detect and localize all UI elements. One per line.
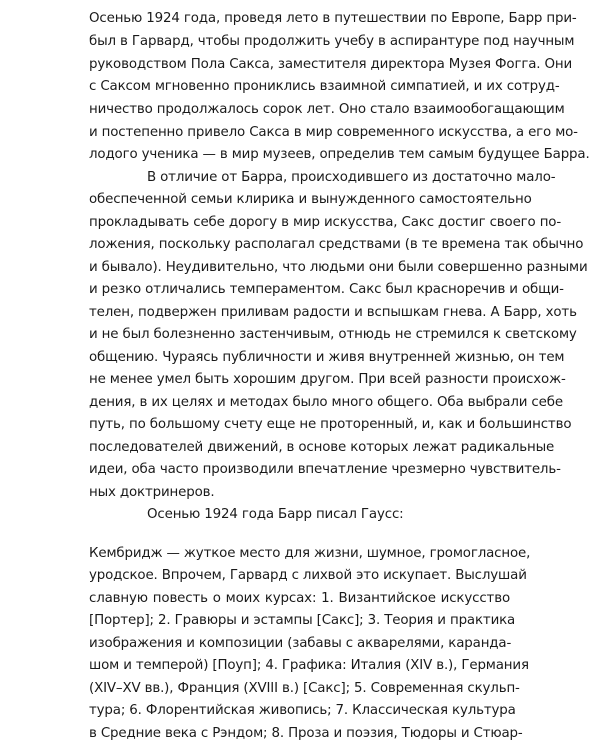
text-line: лодого ученика — в мир музеев, определив тем самым будущее Барра.	[89, 147, 590, 162]
quote-line: в Средние века с Рэндом; 8. Проза и поэзия, Тюдоры и Стюар-	[89, 726, 523, 741]
text-line: не менее умел быть хорошим другом. При всей разности происхож-	[89, 372, 566, 387]
text-line: ложения, поскольку располагал средствами (в те времена так обычно	[89, 237, 584, 252]
text-line: общению. Чураясь публичности и живя внутренней жизнью, он тем	[89, 350, 565, 365]
text-line: с Саксом мгновенно прониклись взаимной симпатией, и их сотруд-	[89, 79, 560, 94]
text-line: Осенью 1924 года Барр писал Гаусс:	[147, 507, 404, 522]
text-line: путь, по большому счету еще не проторенный, и, как и большинство	[89, 417, 572, 432]
text-line: обеспеченной семьи клирика и вынужденного самостоятельно	[89, 192, 532, 207]
quote-line: тура; 6. Флорентийская живопись; 7. Классическая культура	[89, 703, 516, 718]
quote-line: [Портер]; 2. Гравюры и эстампы [Сакс]; 3. Теория и практика	[89, 613, 516, 628]
text-line: и резко отличались темпераментом. Сакс был красноречив и общи-	[89, 282, 564, 297]
quote-line: уродское. Впрочем, Гарвард с лихвой это искупает. Выслушай	[89, 568, 527, 583]
text-line: был в Гарвард, чтобы продолжить учебу в аспирантуре под научным	[89, 34, 575, 49]
text-line: дения, в их целях и методах было много общего. Оба выбрали себе	[89, 395, 563, 410]
text-line: ных доктринеров.	[89, 485, 215, 500]
text-line: Осенью 1924 года, проведя лето в путешествии по Европе, Барр при-	[89, 11, 577, 26]
text-line: идеи, оба часто производили впечатление чрезмерно чувствитель-	[89, 462, 561, 477]
text-line: телен, подвержен приливам радости и вспышкам гнева. А Барр, хоть	[89, 305, 577, 320]
quote-line: Кембридж — жуткое место для жизни, шумное, громогласное,	[89, 546, 531, 561]
text-line: последователей движений, в основе которых лежат радикальные	[89, 440, 555, 455]
text-line: и постепенно привело Сакса в мир современного искусства, а его мо-	[89, 125, 578, 140]
quote-line: (XIV–XV вв.), Франция (XVIII в.) [Сакс]; 5. Современная скульп-	[89, 681, 520, 696]
text-line: руководством Пола Сакса, заместителя директора Музея Фогга. Они	[89, 57, 573, 72]
text-line: прокладывать себе дорогу в мир искусства, Сакс достиг своего по-	[89, 215, 562, 230]
quote-line: славную повесть о моих курсах: 1. Византийское искусство	[89, 591, 510, 606]
text-line: В отличие от Барра, происходившего из достаточно мало-	[147, 170, 556, 185]
quote-line: изображения и композиции (забавы с акварелями, каранда-	[89, 636, 512, 651]
text-line: и бывало). Неудивительно, что людьми они были совершенно разными	[89, 260, 588, 275]
text-line: и не был болезненно застенчивым, отнюдь не стремился к светскому	[89, 327, 577, 342]
quote-line: шом и темперой) [Поуп]; 4. Графика: Италия (XIV в.), Германия	[89, 658, 529, 673]
text-line: ничество продолжалось сорок лет. Оно стало взаимообогащающим	[89, 102, 565, 117]
